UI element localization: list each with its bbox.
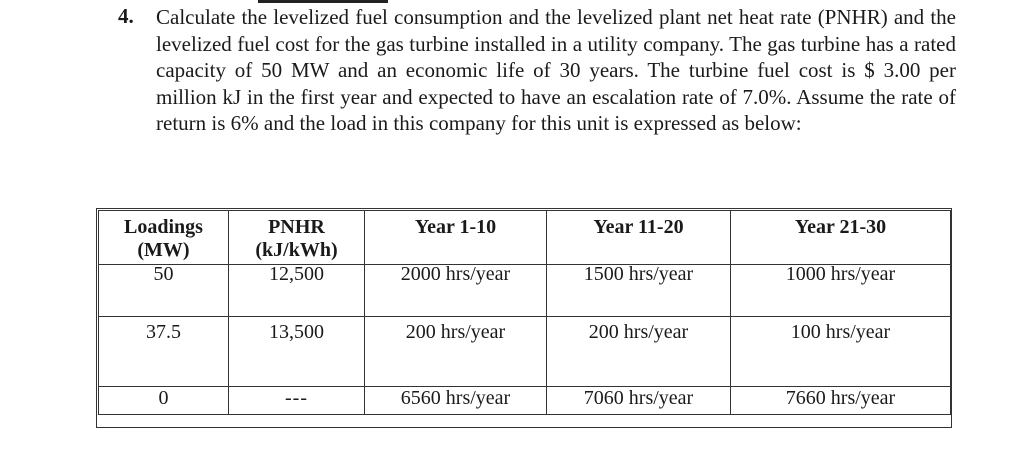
header-year-1-10: Year 1-10 <box>365 211 547 265</box>
header-year-21-30: Year 21-30 <box>731 211 951 265</box>
cell-year-11-20: 1500 hrs/year <box>583 263 694 285</box>
cell-year-21-30: 100 hrs/year <box>790 321 891 343</box>
cell-year-11-20: 7060 hrs/year <box>583 387 694 409</box>
cell-loading: 0 <box>158 387 169 409</box>
table-row <box>99 265 951 317</box>
header-year-11-20: Year 11-20 <box>547 211 731 265</box>
cell-year-21-30: 7660 hrs/year <box>785 387 896 409</box>
header-pnhr: PNHR (kJ/kWh) <box>229 211 365 265</box>
problem-text: Calculate the levelized fuel consumption and the levelized plant net heat rate (PNHR) and the levelized fuel cost for the gas turbine installed in a utility company. The gas turbine has a rated capacity of 50 MW and an economic life of 30 years. The turbine fuel cost is $ 3.00 per million kJ in the first year and expected to have an escalation rate of 7.0%. Assume the rate of return is 6% and the load in this company for this unit is expressed as below: <box>156 5 956 135</box>
cell-loading: 37.5 <box>146 321 181 343</box>
table-row <box>99 317 951 387</box>
cell-year-21-30: 1000 hrs/year <box>785 263 896 285</box>
cell-loading: 50 <box>153 263 174 285</box>
load-table <box>98 210 951 415</box>
cell-pnhr: --- <box>285 387 308 409</box>
table-header-row <box>99 211 951 265</box>
cell-pnhr: 12,500 <box>269 263 324 285</box>
problem-number: 4. <box>118 4 134 28</box>
cell-pnhr: 13,500 <box>269 321 324 343</box>
top-rule <box>258 0 388 3</box>
cell-year-1-10: 2000 hrs/year <box>400 263 511 285</box>
header-loadings: Loadings (MW) <box>99 211 229 265</box>
cell-year-1-10: 200 hrs/year <box>405 321 506 343</box>
cell-year-1-10: 6560 hrs/year <box>400 387 511 409</box>
table-row <box>99 387 951 415</box>
cell-year-11-20: 200 hrs/year <box>588 321 689 343</box>
